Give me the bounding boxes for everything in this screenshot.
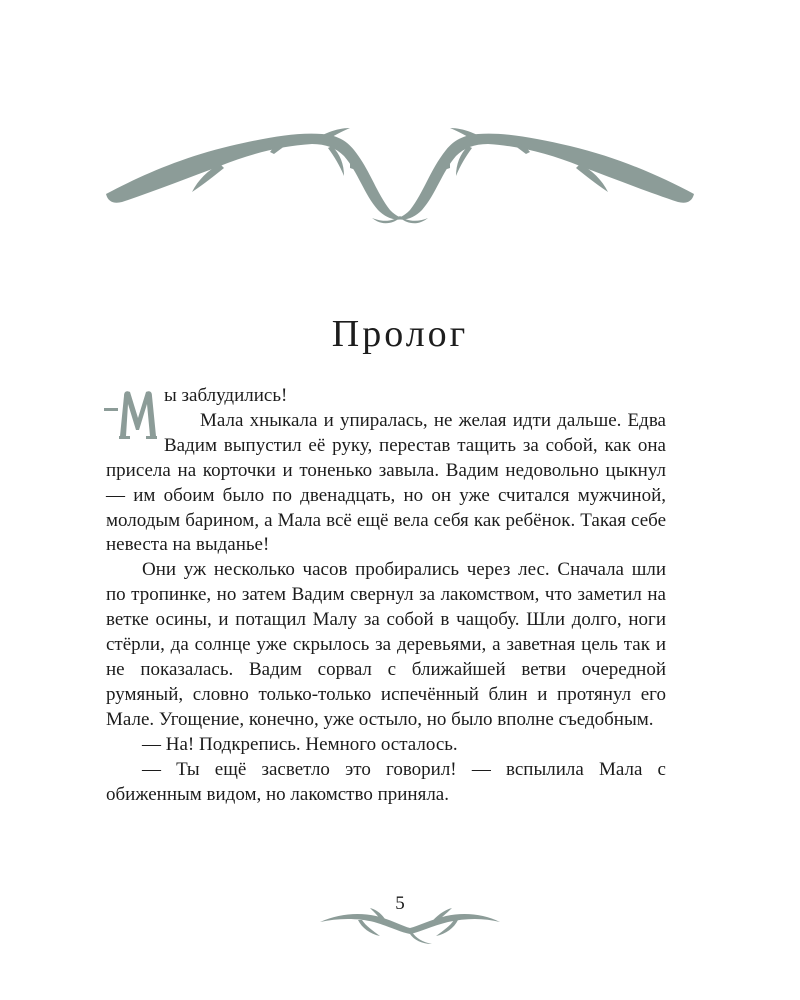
chapter-text — [106, 384, 666, 807]
paragraph-5: — Ты ещё засветло это говорил! — вспылила Мала с обиженным видом, но лакомство приняла. — [106, 758, 666, 805]
branch-ornament-small-icon — [318, 900, 502, 948]
paragraph-4: — На! Подкрепись. Немного осталось. — [142, 733, 458, 755]
dropcap — [104, 386, 158, 444]
chapter-title: Пролог — [331, 313, 469, 355]
paragraph-3: Они уж несколько часов пробирались через лес. Сначала шли по тропинке, но затем Вадим свернул за лакомством, что заметил на ветке осины, и потащил Малу за собой в чащобу. Шли долго, ноги стёрли, да солнце уже скрылось за деревьями, а заветная цель так и не показалась. Вадим сорвал с ближайшей ветви очередной румяный, словно только-только испечённый блин и протянул его Мале. Угощение, конечно, уже остыло, но было вполне съедобным. — [106, 559, 666, 730]
branch-ornament-icon — [100, 118, 700, 230]
page-number: 5 — [395, 893, 405, 914]
paragraph-2: Мала хныкала и упиралась, не желая идти дальше. Едва Вадим выпустил её руку, перестав тащить за собой, как она присела на корточки и тоненько завыла. Вадим недовольно цыкнул — им обоим было по двенадцать, но он уже считался мужчиной, молодым барином, а Мала всё ещё вела себя как ребёнок. Такая себе невеста на выданье! — [106, 409, 666, 556]
paragraph-text: ы заблудились! — [164, 385, 288, 406]
paragraph-1 — [106, 384, 666, 409]
